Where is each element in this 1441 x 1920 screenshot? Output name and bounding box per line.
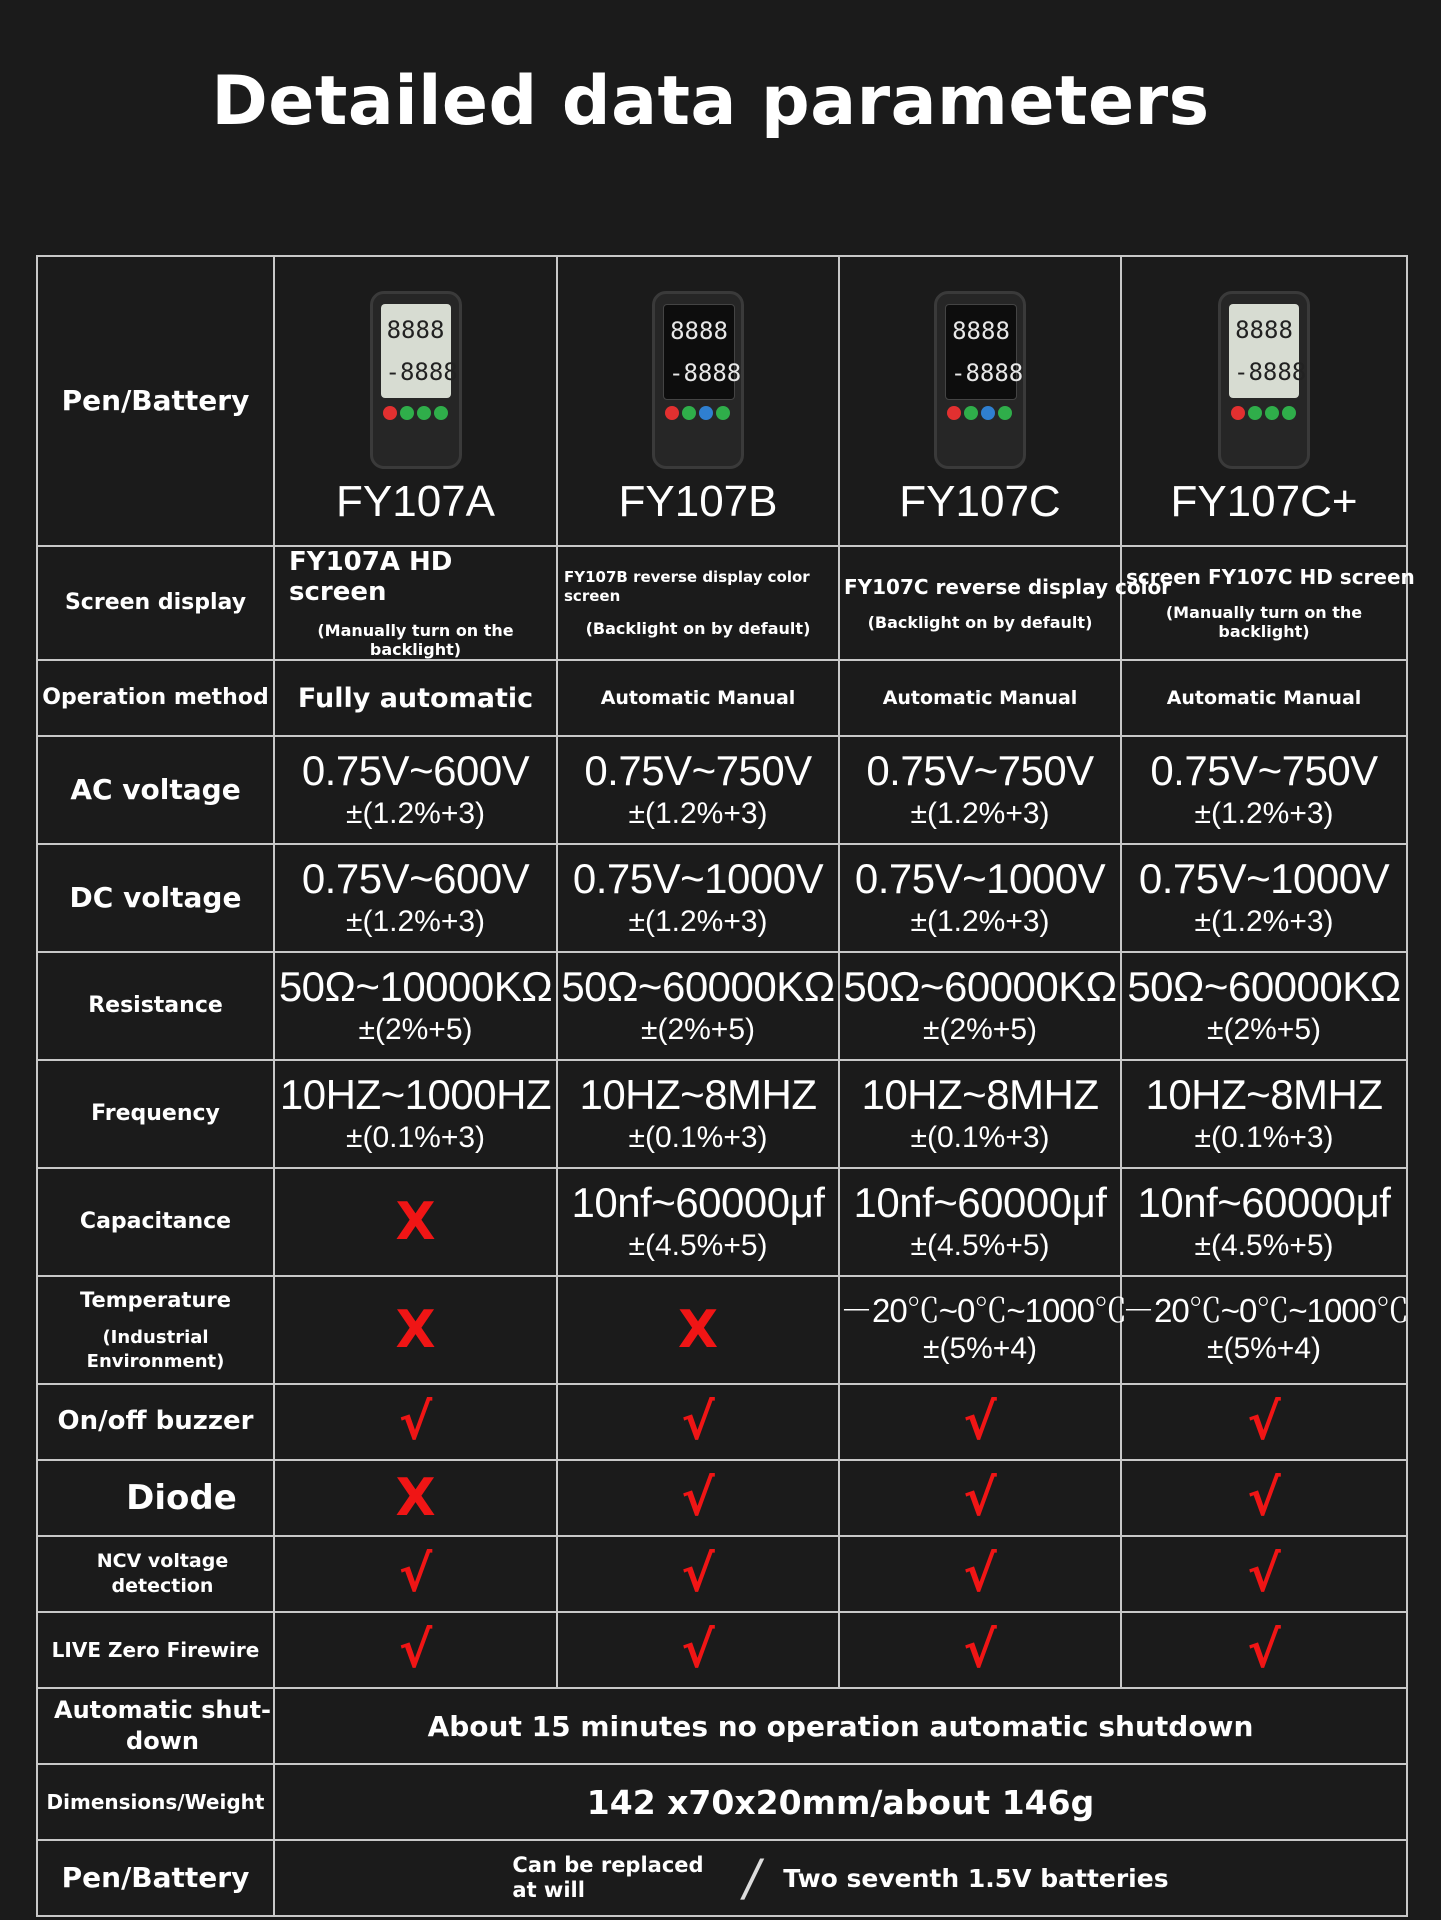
row-temperature bbox=[37, 1276, 1407, 1384]
cell bbox=[839, 1384, 1121, 1460]
battery-type: Two seventh 1.5V batteries bbox=[783, 1863, 1169, 1893]
page-title: Detailed data parameters bbox=[211, 62, 1210, 141]
cell: 10nf~60000μf ±(4.5%+5) bbox=[1121, 1168, 1407, 1276]
row-shutdown bbox=[37, 1688, 1407, 1764]
row-label: Dimensions/Weight bbox=[37, 1764, 274, 1840]
cell bbox=[557, 1460, 839, 1536]
cell: 10nf~60000μf ±(4.5%+5) bbox=[557, 1168, 839, 1276]
row-ncv bbox=[37, 1536, 1407, 1612]
cell: 0.75V~1000V ±(1.2%+3) bbox=[557, 844, 839, 952]
cell bbox=[274, 1168, 557, 1276]
cell bbox=[1121, 1460, 1407, 1536]
row-frequency bbox=[37, 1060, 1407, 1168]
row-resistance bbox=[37, 952, 1407, 1060]
multimeter-image: 8888 -8888 bbox=[1218, 291, 1310, 469]
cell: 0.75V~750V ±(1.2%+3) bbox=[839, 736, 1121, 844]
cross-icon: X bbox=[395, 1192, 436, 1252]
cell bbox=[839, 1612, 1121, 1688]
model-cell-c bbox=[839, 256, 1121, 546]
separator: / bbox=[739, 1849, 767, 1907]
cell: 10HZ~8MHZ ±(0.1%+3) bbox=[557, 1060, 839, 1168]
check-icon: √ bbox=[1247, 1545, 1281, 1603]
check-icon: √ bbox=[963, 1545, 997, 1603]
check-icon: √ bbox=[963, 1393, 997, 1451]
cell: 10nf~60000μf ±(4.5%+5) bbox=[839, 1168, 1121, 1276]
cell bbox=[274, 1384, 557, 1460]
row-diode bbox=[37, 1460, 1407, 1536]
check-icon: √ bbox=[398, 1393, 433, 1451]
check-icon: √ bbox=[963, 1621, 997, 1679]
cell bbox=[557, 1612, 839, 1688]
cross-icon: X bbox=[677, 1300, 719, 1360]
cell: Automatic Manual bbox=[557, 660, 839, 736]
row-buzzer bbox=[37, 1384, 1407, 1460]
cell: 50Ω~60000KΩ ±(2%+5) bbox=[839, 952, 1121, 1060]
cell: －20℃~0℃~1000℃ ±(5%+4) bbox=[839, 1276, 1121, 1384]
cross-icon: X bbox=[395, 1300, 436, 1360]
check-icon: √ bbox=[398, 1545, 433, 1603]
cell bbox=[1121, 1536, 1407, 1612]
cell bbox=[839, 1460, 1121, 1536]
model-cell-a bbox=[274, 256, 557, 546]
check-icon: √ bbox=[1247, 1469, 1281, 1527]
cell bbox=[274, 1276, 557, 1384]
check-icon: √ bbox=[681, 1621, 715, 1679]
cell: 50Ω~10000KΩ ±(2%+5) bbox=[274, 952, 557, 1060]
cell bbox=[557, 1536, 839, 1612]
battery-note: Can be replaced at will bbox=[512, 1852, 704, 1902]
cell: About 15 minutes no operation automatic shutdown bbox=[274, 1688, 1407, 1764]
cell: Automatic Manual bbox=[839, 660, 1121, 736]
check-icon: √ bbox=[398, 1621, 433, 1679]
cell: －20℃~0℃~1000℃ ±(5%+4) bbox=[1121, 1276, 1407, 1384]
row-ac-voltage bbox=[37, 736, 1407, 844]
model-cell-b bbox=[557, 256, 839, 546]
multimeter-image: 8888 -8888 bbox=[652, 291, 744, 469]
check-icon: √ bbox=[963, 1469, 997, 1527]
model-name: FY107B bbox=[618, 477, 778, 526]
row-label: DC voltage bbox=[37, 844, 274, 952]
row-dimensions bbox=[37, 1764, 1407, 1840]
row-label: Capacitance bbox=[37, 1168, 274, 1276]
cell bbox=[274, 1536, 557, 1612]
cell bbox=[274, 1460, 557, 1536]
row-label: Diode bbox=[37, 1460, 274, 1536]
row-capacitance bbox=[37, 1168, 1407, 1276]
cell bbox=[557, 1384, 839, 1460]
row-label: AC voltage bbox=[37, 736, 274, 844]
cell: 10HZ~8MHZ ±(0.1%+3) bbox=[839, 1060, 1121, 1168]
cell bbox=[839, 1536, 1121, 1612]
check-icon: √ bbox=[1247, 1393, 1281, 1451]
row-label: Frequency bbox=[37, 1060, 274, 1168]
multimeter-image: 8888 -8888 bbox=[370, 291, 462, 469]
row-pen-battery bbox=[37, 1840, 1407, 1916]
cell: Fully automatic bbox=[274, 660, 557, 736]
cell bbox=[274, 1612, 557, 1688]
model-name: FY107A bbox=[336, 477, 495, 526]
row-label: Pen/Battery bbox=[37, 1840, 274, 1916]
row-label: Temperature (Industrial Environment) bbox=[37, 1276, 274, 1384]
row-live-zero bbox=[37, 1612, 1407, 1688]
row-label: LIVE Zero Firewire bbox=[37, 1612, 274, 1688]
cell: 142 x70x20mm/about 146g bbox=[274, 1764, 1407, 1840]
cell: FY107A HD screen (Manually turn on the backlight) bbox=[274, 546, 557, 660]
cell bbox=[1121, 1384, 1407, 1460]
cell bbox=[274, 1840, 1407, 1916]
row-screen-display bbox=[37, 546, 1407, 660]
multimeter-image: 8888 -8888 bbox=[934, 291, 1026, 469]
check-icon: √ bbox=[681, 1469, 715, 1527]
cell: 0.75V~600V ±(1.2%+3) bbox=[274, 844, 557, 952]
check-icon: √ bbox=[681, 1393, 715, 1451]
cell: 10HZ~1000HZ ±(0.1%+3) bbox=[274, 1060, 557, 1168]
check-icon: √ bbox=[681, 1545, 715, 1603]
row-dc-voltage bbox=[37, 844, 1407, 952]
cell bbox=[1121, 1612, 1407, 1688]
row-label: Screen display bbox=[37, 546, 274, 660]
row-operation-method bbox=[37, 660, 1407, 736]
row-label: NCV voltage detection bbox=[37, 1536, 274, 1612]
cell: FY107B reverse display color screen (Backlight on by default) bbox=[557, 546, 839, 660]
header-label: Pen/Battery bbox=[37, 256, 274, 546]
row-label: On/off buzzer bbox=[37, 1384, 274, 1460]
cell bbox=[557, 1276, 839, 1384]
model-name: FY107C bbox=[899, 477, 1061, 526]
cell: FY107C reverse display color (Backlight on by default) bbox=[839, 546, 1121, 660]
cross-icon: X bbox=[395, 1468, 436, 1528]
cell: 0.75V~1000V ±(1.2%+3) bbox=[839, 844, 1121, 952]
cell: screen FY107C HD screen (Manually turn on the backlight) bbox=[1121, 546, 1407, 660]
header-row bbox=[37, 256, 1407, 546]
cell: 50Ω~60000KΩ ±(2%+5) bbox=[1121, 952, 1407, 1060]
spec-table bbox=[36, 255, 1415, 1917]
model-name: FY107C+ bbox=[1170, 477, 1358, 526]
cell: 0.75V~750V ±(1.2%+3) bbox=[557, 736, 839, 844]
cell: 10HZ~8MHZ ±(0.1%+3) bbox=[1121, 1060, 1407, 1168]
row-label: Resistance bbox=[37, 952, 274, 1060]
model-cell-cplus bbox=[1121, 256, 1407, 546]
check-icon: √ bbox=[1247, 1621, 1281, 1679]
cell: 0.75V~750V ±(1.2%+3) bbox=[1121, 736, 1407, 844]
cell: Automatic Manual bbox=[1121, 660, 1407, 736]
cell: 0.75V~600V ±(1.2%+3) bbox=[274, 736, 557, 844]
row-label: Automatic shut-down bbox=[37, 1688, 274, 1764]
row-label: Operation method bbox=[37, 660, 274, 736]
cell: 50Ω~60000KΩ ±(2%+5) bbox=[557, 952, 839, 1060]
cell: 0.75V~1000V ±(1.2%+3) bbox=[1121, 844, 1407, 952]
